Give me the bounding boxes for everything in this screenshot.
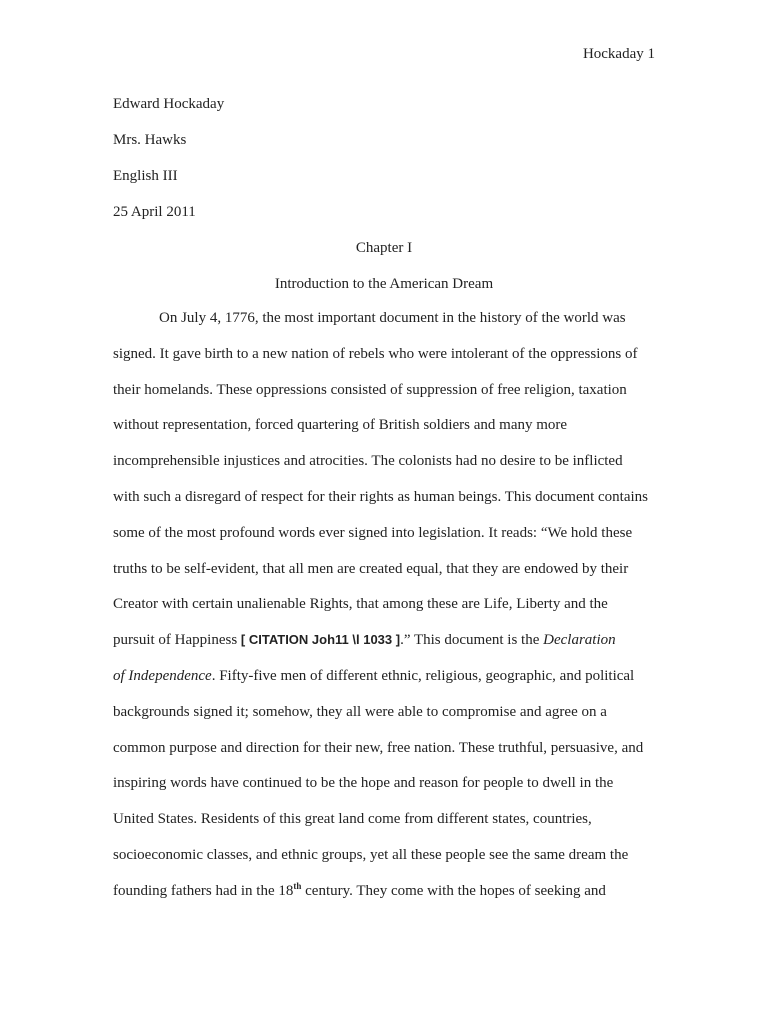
body-line: signed. It gave birth to a new nation of rebels who were intolerant of the oppressions of [113,345,638,362]
body-text: .” This document is the [400,632,544,649]
author-name: Edward Hockaday [113,96,225,112]
body-text: century. They come with the hopes of seeking and [301,882,606,899]
teacher-name: Mrs. Hawks [113,132,187,148]
body-line: On July 4, 1776, the most important document in the history of the world was [159,310,626,326]
body-line [113,628,655,664]
body-line: Creator with certain unalienable Rights, that among these are Life, Liberty and the [113,596,608,613]
body-line: socioeconomic classes, and ethnic groups, yet all these people see the same dream the [113,846,629,863]
heading-block [113,92,655,308]
ordinal-superscript: th [293,880,302,891]
body-line: without representation, forced quartering of British soldiers and many more [113,417,568,434]
body-text: . Fifty-five men of different ethnic, religious, geographic, and political [211,667,635,684]
body-line: United States. Residents of this great land come from different states, countries, [113,811,592,828]
chapter-heading: Chapter I [355,240,413,256]
body-line: some of the most profound words ever signed into legislation. It reads: “We hold these [113,524,633,541]
body-line: truths to be self-evident, that all men are created equal, that they are endowed by their [113,560,629,577]
document-date: 25 April 2011 [113,204,196,220]
body-line [113,879,655,915]
body-line: inspiring words have continued to be the hope and reason for people to dwell in the [113,775,614,792]
running-head: Hockaday 1 [582,46,655,62]
body-text: founding fathers had in the 18 [113,882,294,899]
course-name: English III [113,168,178,184]
body-line: backgrounds signed it; somehow, they all were able to compromise and agree on a [113,703,607,720]
body-line: incomprehensible injustices and atrocities. The colonists had no desire to be inflicted [113,453,623,470]
body-paragraph [113,306,655,915]
body-text: pursuit of Happiness [113,632,241,649]
italic-title: Declaration [543,632,616,649]
body-line: with such a disregard of respect for their rights as human beings. This document contains [113,488,649,505]
body-line: common purpose and direction for their new, free nation. These truthful, persuasive, and [113,739,644,756]
citation-field: [ CITATION Joh11 \l 1033 ] [240,632,401,648]
body-line [113,664,655,700]
document-title: Introduction to the American Dream [274,276,494,292]
italic-title: of Independence [113,667,212,684]
body-line: their homelands. These oppressions consisted of suppression of free religion, taxation [113,381,627,398]
